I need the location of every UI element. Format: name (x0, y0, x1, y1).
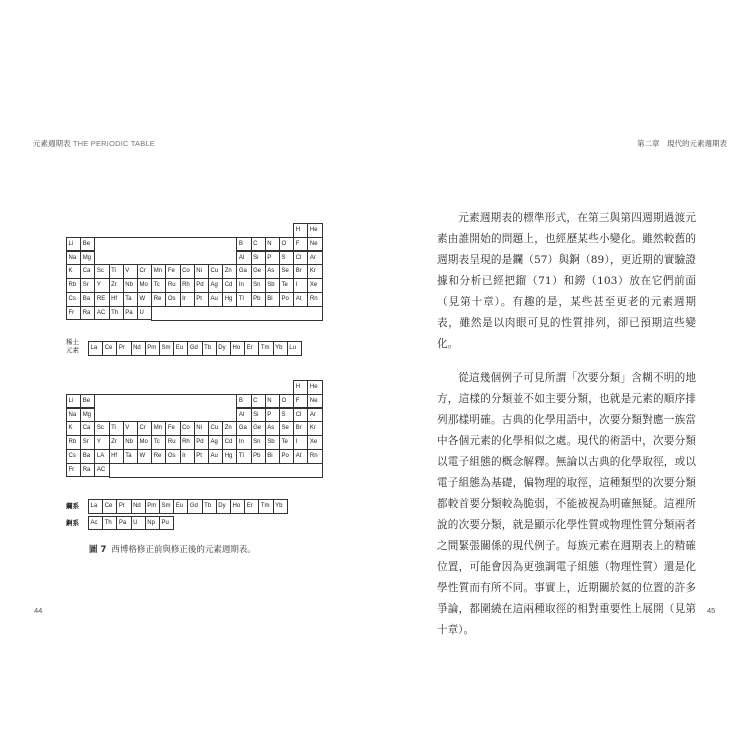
element-cell-br: Br (293, 421, 308, 436)
series-element-sm: Sm (159, 341, 174, 356)
element-cell-sr: Sr (80, 435, 95, 450)
element-cell-te: Te (279, 435, 294, 450)
figure-caption-text: 西博格修正前與修正後的元素週期表。 (111, 545, 256, 555)
element-cell-at: At (293, 449, 308, 464)
element-cell-ar: Ar (307, 251, 322, 266)
element-cell-kr: Kr (307, 264, 322, 279)
element-cell-fe: Fe (165, 421, 180, 436)
element-cell-nb: Nb (123, 278, 138, 293)
element-cell-be: Be (80, 237, 95, 252)
table-empty-block (94, 394, 237, 423)
element-cell-rb: Rb (66, 278, 81, 293)
element-cell-cs: Cs (66, 292, 81, 307)
element-cell-ba: Ba (80, 449, 95, 464)
element-cell-cr: Cr (137, 421, 152, 436)
element-cell-sc: Sc (94, 264, 109, 279)
element-cell-v: V (123, 264, 138, 279)
element-cell-pb: Pb (251, 449, 266, 464)
element-cell-re: RE (94, 292, 109, 307)
element-cell-se: Se (279, 264, 294, 279)
paragraph-2: 從這幾個例子可見所謂「次要分類」含糊不明的地方，這樣的分類並不如主要分類，也就是元素的順序排列那樣明確。古典的化學用語中，次要分類對應一族當中各個元素的化學相似之處。現代的術語中，次要分類以電子組態的概念解釋。無論以古典的化學取徑，或以電子組態為基礎，偏物理的取徑，這種類型的次要分類都較首要分類較為脆弱，不能被視為明確無疑。這裡所說的次要分類，就是顯示化學性質或物理性質分類兩者之間緊張關係的現代例子。每族元素在週期表上的精確位置，可能會因為更強調電子組態（物理性質）還是化學性質而有所不同。事實上，近期關於氦的位置的許多爭論，都圍繞在這兩種取徑的相對重要性上展開（見第十章）。 (437, 372, 696, 636)
element-cell-rh: Rh (180, 278, 195, 293)
series-label-line: 元素 (66, 346, 79, 354)
element-cell-rn: Rn (307, 449, 322, 464)
body-text (437, 208, 696, 641)
element-cell-sn: Sn (251, 435, 266, 450)
element-cell-b: B (236, 394, 251, 409)
series-label: 錒系 (66, 518, 79, 527)
element-cell-ni: Ni (194, 264, 209, 279)
element-cell-ge: Ge (251, 421, 266, 436)
element-cell-ir: Ir (180, 292, 195, 307)
element-cell-rn: Rn (307, 292, 322, 307)
series-element-lu: Lu (287, 341, 302, 356)
element-cell-cs: Cs (66, 449, 81, 464)
element-cell-ac: AC (94, 306, 109, 321)
element-cell-na: Na (66, 408, 81, 423)
series-element-tm: Tm (258, 341, 273, 356)
element-cell-po: Po (279, 449, 294, 464)
element-cell-s: S (279, 251, 294, 266)
element-cell-ne: Ne (307, 394, 322, 409)
right-page-number: 45 (707, 606, 716, 615)
series-element-er: Er (244, 499, 259, 514)
element-cell-c: C (251, 394, 266, 409)
element-cell-ir: Ir (180, 449, 195, 464)
element-cell-w: W (137, 449, 152, 464)
element-cell-pd: Pd (194, 435, 209, 450)
figure-caption (89, 543, 256, 555)
element-cell-ra: Ra (80, 463, 95, 478)
series-element-er: Er (244, 341, 259, 356)
element-cell-ta: Ta (123, 292, 138, 307)
element-cell-re: Re (151, 292, 166, 307)
element-cell-bi: Bi (265, 292, 280, 307)
element-cell-ne: Ne (307, 237, 322, 252)
series-element-pr: Pr (116, 341, 131, 356)
element-cell-zn: Zn (222, 421, 237, 436)
left-page-number: 44 (34, 606, 43, 615)
element-cell-al: Al (236, 408, 251, 423)
element-cell-mo: Mo (137, 278, 152, 293)
series-element-np: Np (145, 516, 160, 531)
element-cell-zn: Zn (222, 264, 237, 279)
element-cell-fr: Fr (66, 306, 81, 321)
element-cell-au: Au (208, 292, 223, 307)
element-cell-ru: Ru (165, 435, 180, 450)
series-element-tb: Tb (202, 341, 217, 356)
element-cell-i: I (293, 278, 308, 293)
table-empty-block (94, 237, 237, 266)
element-cell-s: S (279, 408, 294, 423)
element-cell-f: F (293, 237, 308, 252)
element-cell-mo: Mo (137, 435, 152, 450)
element-cell-ba: Ba (80, 292, 95, 307)
table-empty-block (151, 306, 322, 321)
element-cell-hg: Hg (222, 449, 237, 464)
element-cell-ti: Ti (109, 264, 124, 279)
element-cell-he: He (307, 380, 322, 395)
element-cell-ar: Ar (307, 408, 322, 423)
series-element-ce: Ce (102, 499, 117, 514)
element-cell-co: Co (180, 421, 195, 436)
element-cell-br: Br (293, 264, 308, 279)
element-cell-in: In (236, 278, 251, 293)
element-cell-ag: Ag (208, 435, 223, 450)
element-cell-zr: Zr (109, 278, 124, 293)
element-cell-pa: Pa (123, 306, 138, 321)
element-cell-w: W (137, 292, 152, 307)
element-cell-tl: Tl (236, 449, 251, 464)
element-cell-k: K (66, 264, 81, 279)
element-cell-kr: Kr (307, 421, 322, 436)
series-element-dy: Dy (216, 499, 231, 514)
element-cell-cu: Cu (208, 264, 223, 279)
series-element-pm: Pm (145, 499, 160, 514)
element-cell-u: U (137, 306, 152, 321)
element-cell-pd: Pd (194, 278, 209, 293)
element-cell-zr: Zr (109, 435, 124, 450)
element-cell-hf: Hf (109, 449, 124, 464)
element-cell-sb: Sb (265, 435, 280, 450)
element-cell-ca: Ca (80, 264, 95, 279)
element-cell-as: As (265, 264, 280, 279)
series-element-yb: Yb (273, 499, 288, 514)
element-cell-h: H (293, 380, 308, 395)
element-cell-p: P (265, 251, 280, 266)
element-cell-xe: Xe (307, 435, 322, 450)
element-cell-po: Po (279, 292, 294, 307)
element-cell-se: Se (279, 421, 294, 436)
element-cell-th: Th (109, 306, 124, 321)
element-cell-as: As (265, 421, 280, 436)
series-element-yb: Yb (273, 341, 288, 356)
element-cell-h: H (293, 223, 308, 238)
element-cell-b: B (236, 237, 251, 252)
series-element-tb: Tb (202, 499, 217, 514)
series-element-gd: Gd (187, 499, 202, 514)
series-element-th: Th (102, 516, 117, 531)
element-cell-si: Si (251, 408, 266, 423)
series-element-eu: Eu (173, 341, 188, 356)
element-cell-ac: AC (94, 463, 109, 478)
element-cell-o: O (279, 237, 294, 252)
series-element-sm: Sm (159, 499, 174, 514)
series-element-nd: Nd (131, 499, 146, 514)
element-cell-tl: Tl (236, 292, 251, 307)
periodic-table-before (66, 223, 318, 363)
series-element-pm: Pm (145, 341, 160, 356)
element-cell-te: Te (279, 278, 294, 293)
element-cell-k: K (66, 421, 81, 436)
figure-label: 圖 7 (89, 545, 107, 555)
element-cell-pt: Pt (194, 292, 209, 307)
table-empty-block (109, 463, 323, 478)
right-running-header: 第二章 現代的元素週期表 (637, 139, 727, 148)
series-element-pr: Pr (116, 499, 131, 514)
series-element-pa: Pa (116, 516, 131, 531)
element-cell-pt: Pt (194, 449, 209, 464)
element-cell-o: O (279, 394, 294, 409)
element-cell-cl: Cl (293, 251, 308, 266)
series-element-ho: Ho (230, 341, 245, 356)
element-cell-i: I (293, 435, 308, 450)
series-element-u: U (131, 516, 146, 531)
series-element-ac: Ac (88, 516, 103, 531)
element-cell-cu: Cu (208, 421, 223, 436)
element-cell-at: At (293, 292, 308, 307)
element-cell-ta: Ta (123, 449, 138, 464)
series-element-ho: Ho (230, 499, 245, 514)
element-cell-f: F (293, 394, 308, 409)
element-cell-fe: Fe (165, 264, 180, 279)
series-element-tm: Tm (258, 499, 273, 514)
element-cell-ca: Ca (80, 421, 95, 436)
element-cell-ga: Ga (236, 264, 251, 279)
element-cell-ru: Ru (165, 278, 180, 293)
periodic-table-after (66, 380, 318, 530)
element-cell-n: N (265, 394, 280, 409)
element-cell-li: Li (66, 237, 81, 252)
series-element-nd: Nd (131, 341, 146, 356)
element-cell-al: Al (236, 251, 251, 266)
element-cell-fr: Fr (66, 463, 81, 478)
element-cell-rh: Rh (180, 435, 195, 450)
element-cell-sr: Sr (80, 278, 95, 293)
element-cell-cd: Cd (222, 278, 237, 293)
element-cell-cr: Cr (137, 264, 152, 279)
paragraph-1: 元素週期表的標準形式，在第三與第四週期過渡元素由誰開始的問題上，也經歷某些小變化。雖然較舊的週期表呈現的是鑭（57）與錒（89），更近期的實驗證據和分析已經把鎦（71）和鐒（103）放在它們前面（見第十章）。有趣的是，某些甚至更老的元素週期表，雖然是以肉眼可見的性質排列，卻已預期這些變化。 (437, 212, 696, 350)
element-cell-tc: Tc (151, 278, 166, 293)
element-cell-c: C (251, 237, 266, 252)
element-cell-co: Co (180, 264, 195, 279)
left-header-cn: 元素週期表 (33, 139, 71, 148)
series-label (66, 338, 79, 354)
element-cell-la: LA (94, 449, 109, 464)
element-cell-os: Os (165, 292, 180, 307)
element-cell-sc: Sc (94, 421, 109, 436)
element-cell-ag: Ag (208, 278, 223, 293)
element-cell-mn: Mn (151, 264, 166, 279)
element-cell-mn: Mn (151, 421, 166, 436)
left-header-en: THE PERIODIC TABLE (72, 139, 155, 148)
element-cell-in: In (236, 435, 251, 450)
series-element-la: La (88, 341, 103, 356)
element-cell-ga: Ga (236, 421, 251, 436)
series-element-ce: Ce (102, 341, 117, 356)
series-element-la: La (88, 499, 103, 514)
element-cell-rb: Rb (66, 435, 81, 450)
element-cell-sn: Sn (251, 278, 266, 293)
series-label-line: 稀土 (66, 338, 79, 346)
element-cell-bi: Bi (265, 449, 280, 464)
element-cell-v: V (123, 421, 138, 436)
element-cell-cl: Cl (293, 408, 308, 423)
element-cell-be: Be (80, 394, 95, 409)
series-element-eu: Eu (173, 499, 188, 514)
element-cell-re: Re (151, 449, 166, 464)
element-cell-ni: Ni (194, 421, 209, 436)
element-cell-hg: Hg (222, 292, 237, 307)
element-cell-cd: Cd (222, 435, 237, 450)
element-cell-xe: Xe (307, 278, 322, 293)
element-cell-y: Y (94, 435, 109, 450)
element-cell-y: Y (94, 278, 109, 293)
element-cell-n: N (265, 237, 280, 252)
element-cell-ti: Ti (109, 421, 124, 436)
element-cell-na: Na (66, 251, 81, 266)
element-cell-he: He (307, 223, 322, 238)
element-cell-au: Au (208, 449, 223, 464)
element-cell-mg: Mg (80, 251, 95, 266)
element-cell-si: Si (251, 251, 266, 266)
element-cell-sb: Sb (265, 278, 280, 293)
element-cell-ra: Ra (80, 306, 95, 321)
element-cell-nb: Nb (123, 435, 138, 450)
series-element-pu: Pu (159, 516, 174, 531)
series-element-gd: Gd (187, 341, 202, 356)
element-cell-tc: Tc (151, 435, 166, 450)
element-cell-os: Os (165, 449, 180, 464)
series-label: 鑭系 (66, 502, 79, 510)
element-cell-li: Li (66, 394, 81, 409)
element-cell-p: P (265, 408, 280, 423)
element-cell-pb: Pb (251, 292, 266, 307)
element-cell-ge: Ge (251, 264, 266, 279)
left-running-header (33, 138, 155, 149)
element-cell-mg: Mg (80, 408, 95, 423)
element-cell-hf: Hf (109, 292, 124, 307)
series-element-dy: Dy (216, 341, 231, 356)
